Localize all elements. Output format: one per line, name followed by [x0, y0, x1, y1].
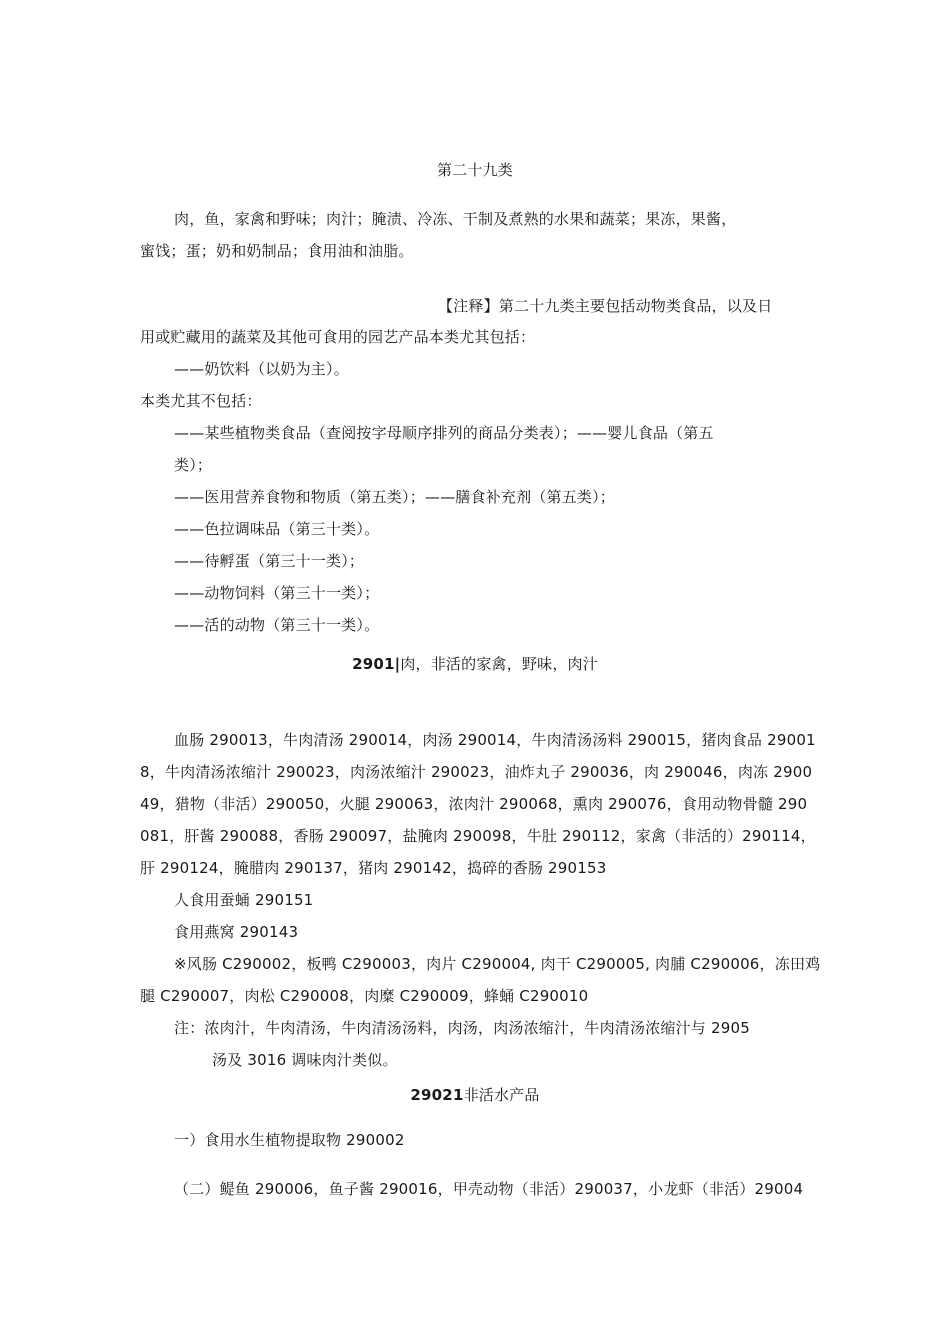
extra-item: 食用燕窝 290143 [174, 923, 299, 941]
note-line: ——色拉调味品（第三十类）。 [174, 520, 380, 538]
section-2901-heading [0, 654, 950, 674]
note-line: ——待孵蛋（第三十一类）； [174, 552, 365, 570]
remark-line: 汤及 3016 调味肉汁类似。 [212, 1051, 398, 1069]
intro-line-1: 肉，鱼，家禽和野味；肉汁；腌渍、冷冻、干制及煮熟的水果和蔬菜；果冻，果酱， [174, 210, 737, 228]
item-line: 血肠 290013，牛肉清汤 290014，肉汤 290014，牛肉清汤汤料 290015，猪肉食品 29001 [174, 731, 816, 749]
section-29021-heading [0, 1085, 950, 1105]
item-line: 49，猎物（非活）290050，火腿 290063，浓肉汁 290068，熏肉 290076，食用动物骨髓 290 [140, 795, 808, 813]
section-code: 2901| [352, 655, 401, 673]
extra-item: 人食用蚕蛹 290151 [174, 891, 314, 909]
note-line: ——动物饲料（第三十一类）； [174, 584, 380, 602]
special-line: ※风肠 C290002，板鸭 C290003，肉片 C290004, 肉干 C290005, 肉脯 C290006，冻田鸡 [174, 955, 821, 973]
class-title: 第二十九类 [436, 161, 513, 179]
special-line: 腿 C290007，肉松 C290008，肉糜 C290009，蜂蛹 C290010 [140, 987, 589, 1005]
section-code: 29021 [410, 1086, 464, 1104]
section-title: 非活水产品 [463, 1086, 540, 1104]
note-line: 本类尤其不包括： [140, 392, 262, 410]
subsection-line: 一）食用水生植物提取物 290002 [174, 1131, 405, 1149]
note-line: ——活的动物（第三十一类）。 [174, 616, 380, 634]
note-heading: 【注释】第二十九类主要包括动物类食品，以及日 [438, 297, 773, 315]
note-line: ——奶饮料（以奶为主）。 [174, 360, 349, 378]
note-line: 用或贮藏用的蔬菜及其他可食用的园艺产品本类尤其包括： [140, 328, 536, 346]
note-line: ——某些植物类食品（查阅按字母顺序排列的商品分类表）；——婴儿食品（第五 [174, 424, 714, 442]
intro-line-2: 蜜饯；蛋；奶和奶制品；食用油和油脂。 [140, 242, 414, 260]
item-line: 081，肝酱 290088，香肠 290097，盐腌肉 290098，牛肚 290112，家禽（非活的）290114， [140, 827, 816, 845]
item-line: 肝 290124，腌腊肉 290137，猪肉 290142，捣碎的香肠 290153 [140, 859, 607, 877]
section-title: 肉，非活的家禽，野味，肉汁 [400, 655, 598, 673]
note-line: ——医用营养食物和物质（第五类）；——膳食补充剂（第五类）； [174, 488, 616, 506]
note-line: 类）； [174, 456, 213, 474]
item-line: 8，牛肉清汤浓缩汁 290023，肉汤浓缩汁 290023，油炸丸子 290036，肉 290046，肉冻 2900 [140, 763, 813, 781]
subsection-line: （二）鳀鱼 290006，鱼子酱 290016，甲壳动物（非活）290037，小龙虾（非活）29004 [174, 1180, 804, 1198]
remark-line: 注：浓肉汁，牛肉清汤，牛肉清汤汤料，肉汤，肉汤浓缩汁，牛肉清汤浓缩汁与 2905 [174, 1019, 750, 1037]
